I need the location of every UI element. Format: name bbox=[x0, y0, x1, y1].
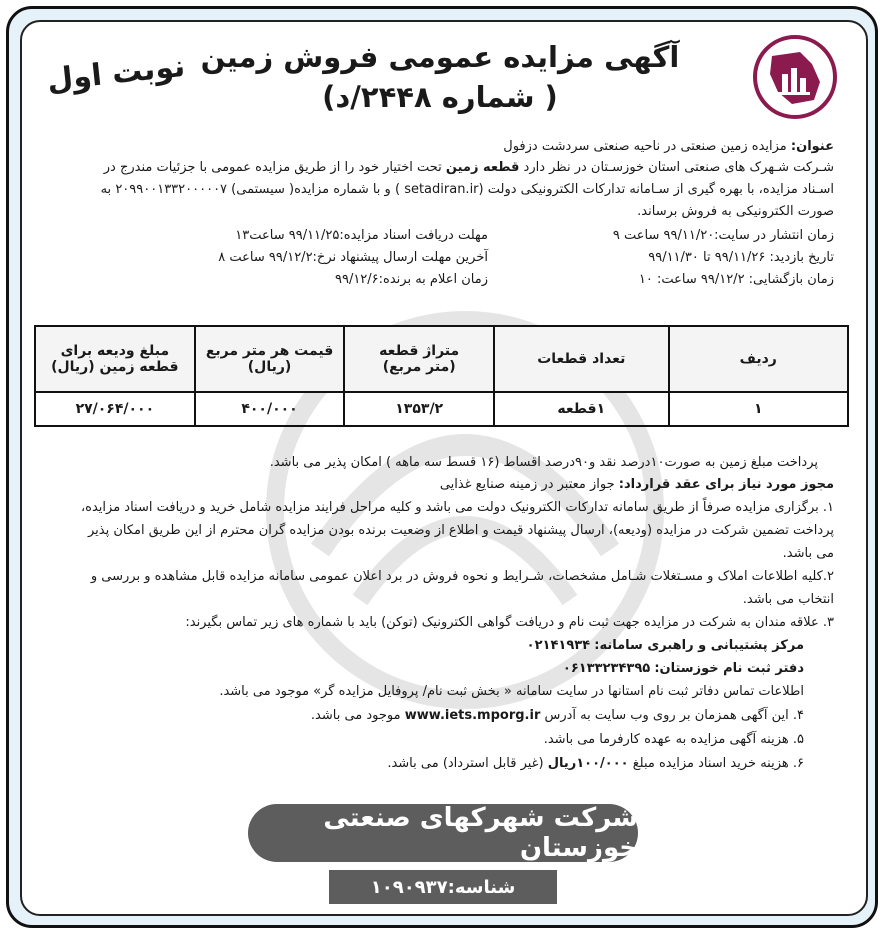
item-6 bbox=[387, 756, 804, 771]
item-2-line-1: ۲.کلیه اطلاعات املاک و مسـتغلات شـامل مشخصات، شـرایط و نحوه فروش در برد اعلان عمومی سامانه مزایده قابل مشاهده و بررسی و bbox=[90, 569, 834, 584]
item-3: ۳. علاقه مندان به شرکت در مزایده جهت ثبت نام و دریافت گواهی الکترونیک (توکن) باید با شماره های زیر تماس بگیرند: bbox=[185, 615, 834, 630]
intro-line-1a: شـرکت شـهرک های صنعتی استان خوزسـتان در نظر دارد bbox=[523, 160, 834, 175]
doc-deadline: مهلت دریافت اسناد مزایده:۹۹/۱۱/۲۵ ساعت۱۳ bbox=[235, 228, 488, 243]
table-cell: ۱ bbox=[669, 392, 848, 426]
bid-deadline: آخرین مهلت ارسال پیشنهاد نرخ:۹۹/۱۲/۲ ساعت ۸ bbox=[218, 250, 488, 265]
company-logo-icon bbox=[752, 34, 838, 120]
license-text: جواز معتبر در زمینه صنایع غذایی bbox=[439, 477, 615, 492]
item-6-b: (غیر قابل استرداد) می باشد. bbox=[387, 756, 544, 771]
item-1-line-1: ۱. برگزاری مزایده صرفاً از طریق سامانه تدارکات الکترونیک دولت می باشد و کلیه مراحل فرایند مزایده شامل خرید و دریافت اسناد مزایده، bbox=[80, 500, 834, 515]
subject-text: مزایده زمین صنعتی در ناحیه صنعتی سردشت دزفول bbox=[503, 139, 787, 154]
intro-line-1b: تحت اختیار خود را از طریق مزایده عمومی با جزئیات مندرج در bbox=[103, 160, 442, 175]
ad-number: ( شماره ۲۴۴۸/د) bbox=[322, 80, 558, 114]
item-4-url[interactable]: www.iets.mporg.ir bbox=[404, 708, 541, 723]
license-line bbox=[440, 477, 834, 492]
company-banner: شرکت شهرکهای صنعتی خوزستان bbox=[248, 804, 638, 862]
publish-date: زمان انتشار در سایت:۹۹/۱۱/۲۰ ساعت ۹ bbox=[612, 228, 834, 243]
khuzestan-label: دفتر ثبت نام خوزستان: bbox=[654, 661, 804, 676]
intro-line-1 bbox=[104, 160, 834, 175]
table-cell: ۱۳۵۳/۲ bbox=[344, 392, 494, 426]
item-4 bbox=[311, 708, 804, 723]
item-4-a: ۴. این آگهی همزمان بر روی وب سایت به آدرس bbox=[544, 708, 804, 723]
table-header-row bbox=[35, 326, 848, 392]
item-1-line-3: می باشد. bbox=[782, 546, 834, 561]
opening-date: زمان بازگشایی: ۹۹/۱۲/۲ ساعت: ۱۰ bbox=[638, 272, 834, 287]
license-label: مجوز مورد نیاز برای عقد قرارداد: bbox=[618, 477, 834, 492]
table-header: مبلغ ودیعه برای قطعه زمین (ریال) bbox=[35, 326, 195, 392]
visit-date: تاریخ بازدید: ۹۹/۱۱/۲۶ تا ۹۹/۱۱/۳۰ bbox=[648, 250, 834, 265]
item-5: ۵. هزینه آگهی مزایده به عهده کارفرما می باشد. bbox=[543, 732, 804, 747]
intro-line-1-bold: قطعه زمین bbox=[445, 160, 520, 175]
ad-code: شناسه:۱۰۹۰۹۳۷ bbox=[329, 870, 557, 904]
support-number: ۰۲۱۴۱۹۳۴ bbox=[526, 638, 591, 653]
table-cell: ۲۷/۰۶۴/۰۰۰ bbox=[35, 392, 195, 426]
support-line bbox=[527, 638, 804, 653]
intro-line-2: اسـناد مزایده، با بهره گیری از سـامانه تدارکات الکترونیکی دولت (setadiran.ir ) و با شماره مزایده( سیستمی) ۲۰۹۹۰۰۱۳۳۲۰۰۰۰۰۷ به bbox=[100, 182, 834, 197]
land-table bbox=[34, 325, 849, 427]
khuzestan-line bbox=[563, 661, 804, 676]
table-cell: ۴۰۰/۰۰۰ bbox=[195, 392, 345, 426]
subject-label: عنوان: bbox=[790, 139, 834, 154]
table-header: قیمت هر متر مربع (ریال) bbox=[195, 326, 345, 392]
table-cell: ۱قطعه bbox=[494, 392, 669, 426]
khuzestan-number: ۰۶۱۳۳۲۳۴۳۹۵ bbox=[562, 661, 651, 676]
item-4-b: موجود می باشد. bbox=[310, 708, 401, 723]
payment-terms: پرداخت مبلغ زمین به صورت۱۰درصد نقد و۹۰درصد اقساط (۱۶ قسط سه ماهه ) امکان پذیر می باشد. bbox=[269, 455, 818, 470]
table-header: متراژ قطعه (متر مربع) bbox=[344, 326, 494, 392]
table-header: ردیف bbox=[669, 326, 848, 392]
item-6-amount: ۱۰۰/۰۰۰ریال bbox=[547, 756, 629, 771]
contact-info: اطلاعات تماس دفاتر ثبت نام استانها در سایت سامانه « بخش ثبت نام/ پروفایل مزایده گر» موجود می باشد. bbox=[219, 684, 804, 699]
subject-line bbox=[503, 139, 834, 154]
table-row bbox=[35, 392, 848, 426]
item-2-line-2: انتخاب می باشد. bbox=[742, 592, 834, 607]
item-6-a: ۶. هزینه خرید اسناد مزایده مبلغ bbox=[632, 756, 804, 771]
support-label: مرکز پشتیبانی و راهبری سامانه: bbox=[594, 638, 804, 653]
winner-date: زمان اعلام به برنده:۹۹/۱۲/۶ bbox=[334, 272, 488, 287]
round-label: نوبت اول bbox=[45, 48, 187, 99]
intro-line-3: صورت الکترونیکی به فروش برساند. bbox=[637, 204, 834, 219]
table-header: تعداد قطعات bbox=[494, 326, 669, 392]
item-1-line-2: پرداخت تضمین شرکت در مزایده (ودیعه)، ارسال پیشنهاد قیمت و اطلاع از وضعیت برنده بودن مزایده گران محترم از این طریق امکان پذیر bbox=[87, 523, 834, 538]
ad-title: آگهی مزایده عمومی فروش زمین bbox=[200, 40, 680, 74]
